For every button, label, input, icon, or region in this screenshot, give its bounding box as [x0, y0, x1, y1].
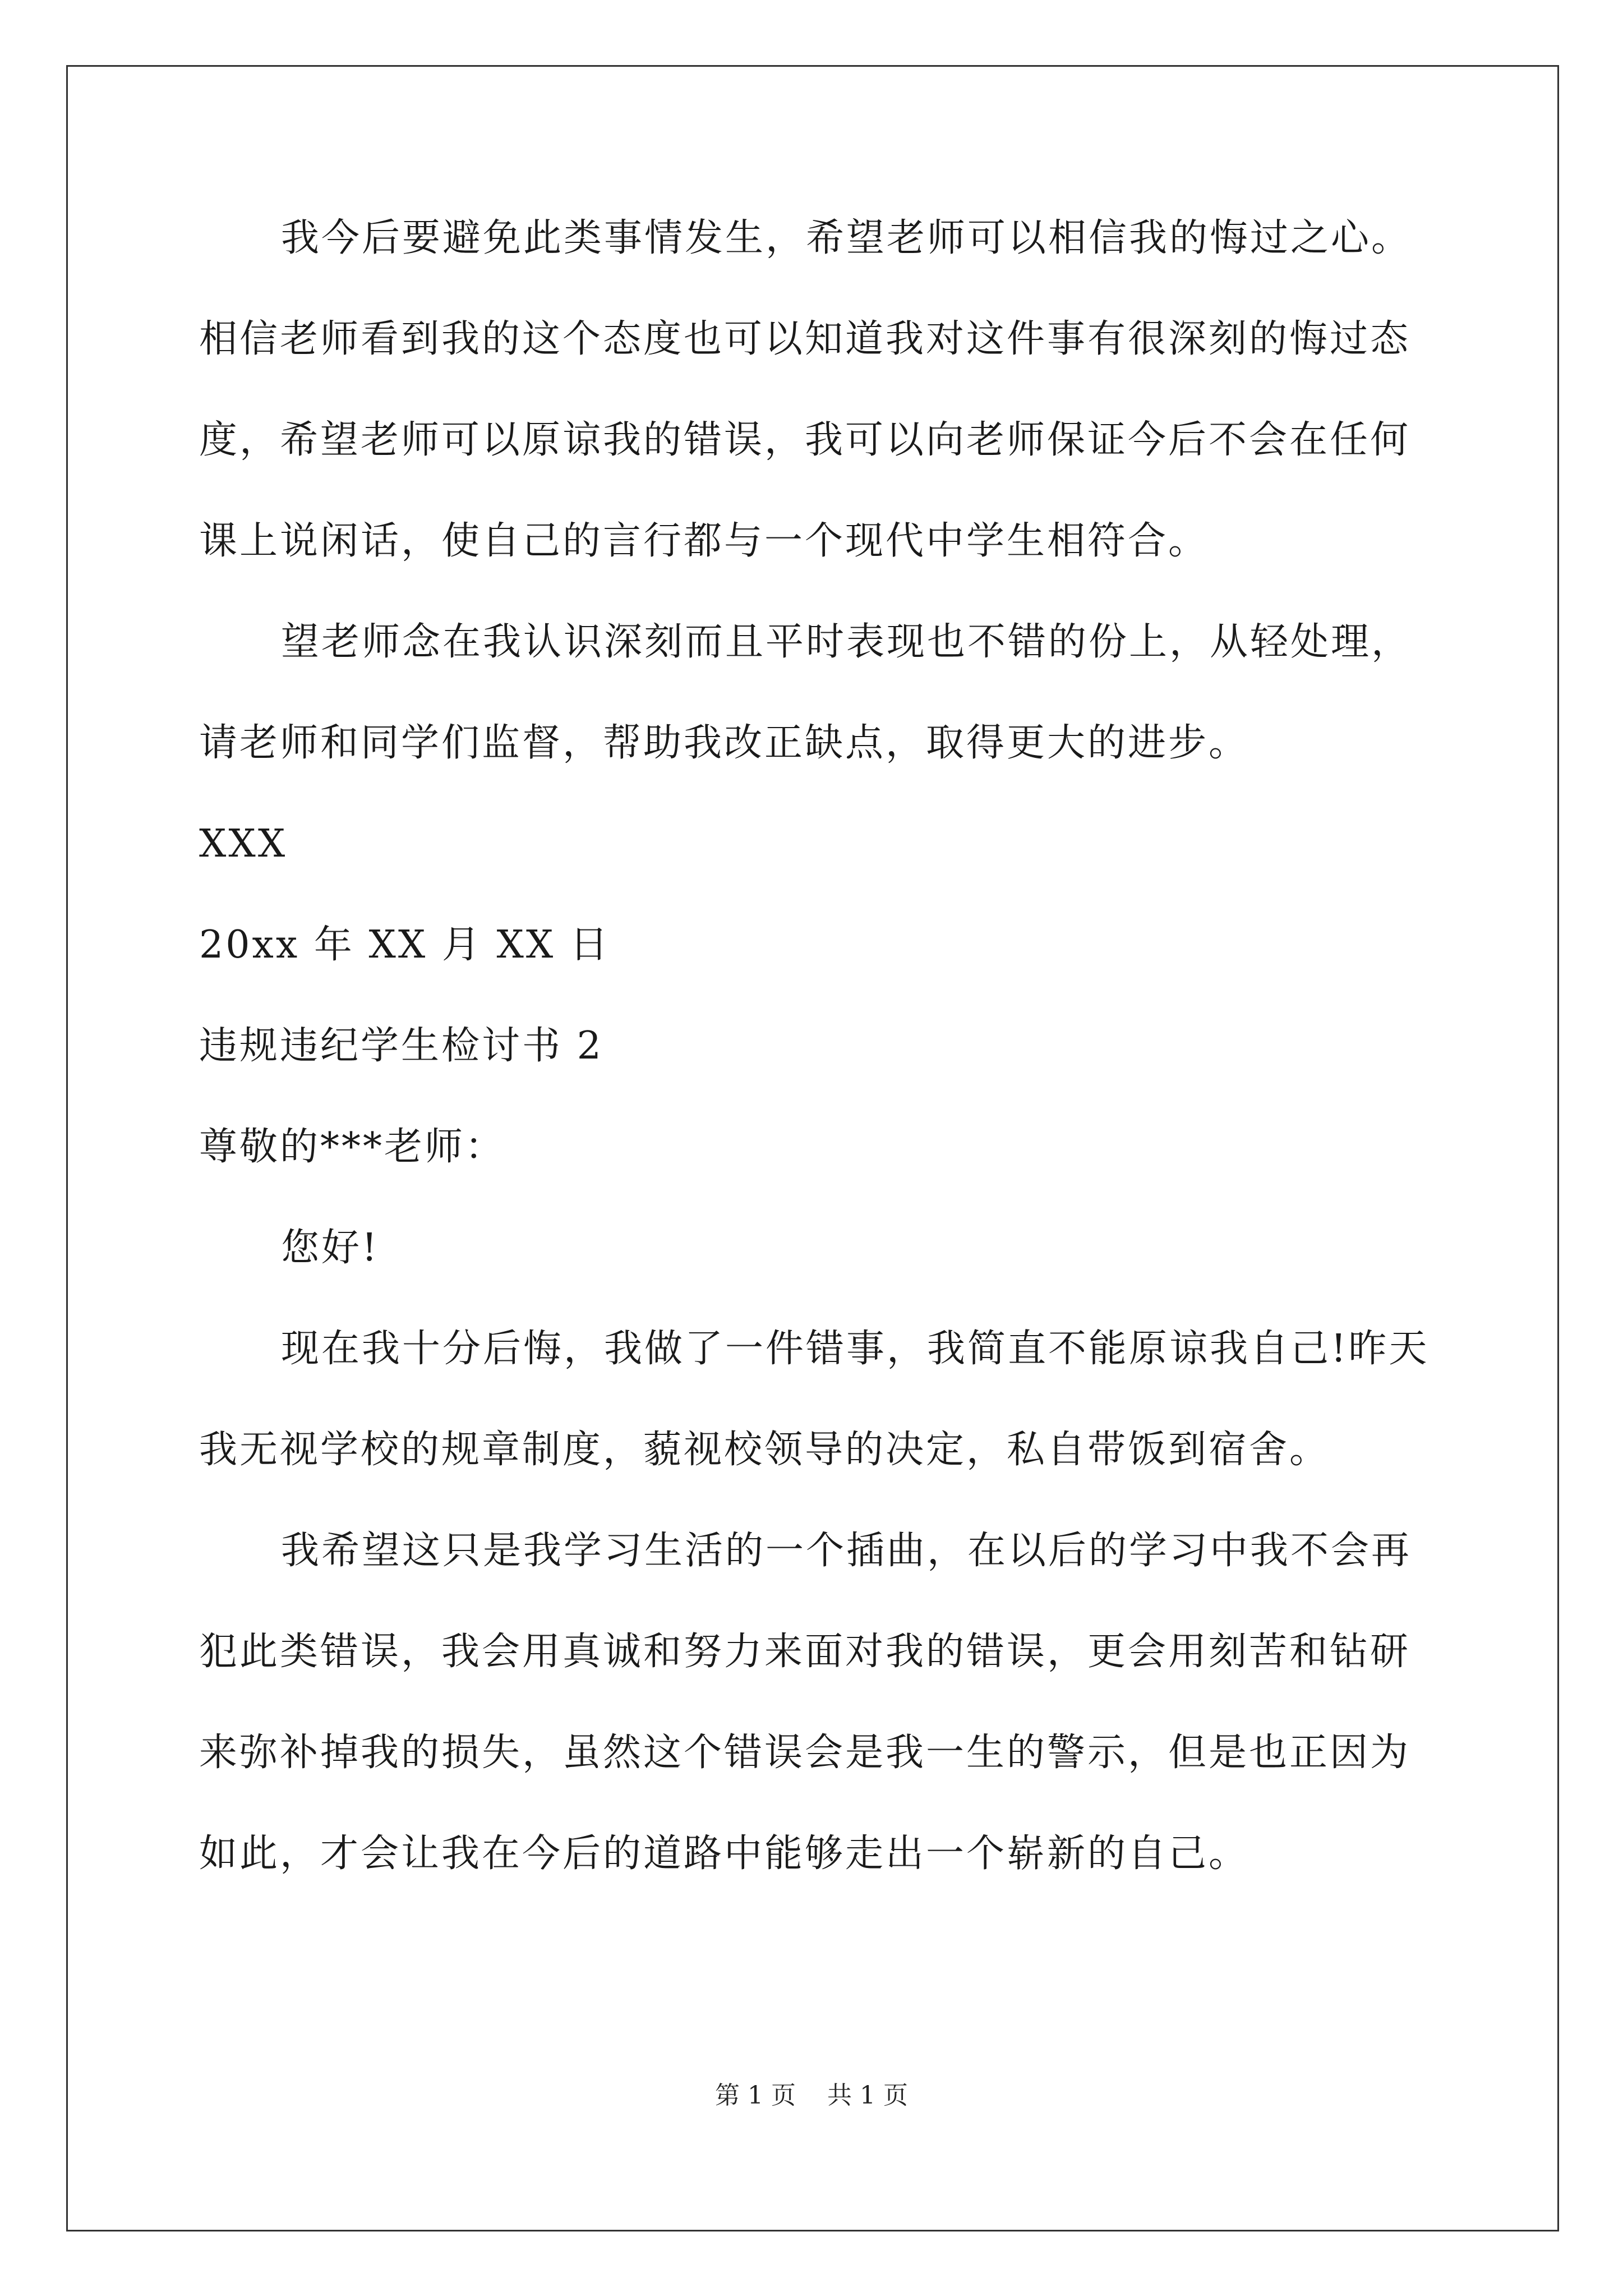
- paragraph-line: 我今后要避免此类事情发生，希望老师可以相信我的悔过之心。: [281, 216, 1412, 260]
- page-footer: [0, 2079, 1623, 2113]
- paragraph-line: 相信老师看到我的这个态度也可以知道我对这件事有很深刻的悔过态: [199, 317, 1411, 361]
- salutation: 尊敬的***老师：: [199, 1125, 506, 1169]
- paragraph-line: 课上说闲话，使自己的言行都与一个现代中学生相符合。: [199, 519, 1209, 563]
- paragraph-line: 来弥补掉我的损失，虽然这个错误会是我一生的警示，但是也正因为: [199, 1731, 1411, 1775]
- paragraph-line: 我希望这只是我学习生活的一个插曲，在以后的学习中我不会再: [281, 1529, 1412, 1573]
- paragraph-line: 度，希望老师可以原谅我的错误，我可以向老师保证今后不会在任何: [199, 418, 1411, 462]
- paragraph-line: 如此，才会让我在今后的道路中能够走出一个崭新的自己。: [199, 1832, 1249, 1876]
- paragraph-line: 我无视学校的规章制度，藐视校领导的决定，私自带饭到宿舍。: [199, 1428, 1330, 1472]
- greeting: 您好!: [281, 1226, 380, 1270]
- signature-name: XXX: [199, 822, 288, 866]
- section-title: 违规违纪学生检讨书 2: [199, 1024, 603, 1068]
- paragraph-line: 望老师念在我认识深刻而且平时表现也不错的份上，从轻处理，: [281, 620, 1412, 664]
- signature-date: 20xx 年 XX 月 XX 日: [199, 923, 610, 967]
- page-number-total: 共 1 页: [827, 2081, 908, 2110]
- paragraph-line: 现在我十分后悔，我做了一件错事，我简直不能原谅我自己!昨天: [281, 1327, 1430, 1371]
- page-number-current: 第 1 页: [715, 2081, 796, 2110]
- document-body: [199, 213, 1433, 1930]
- paragraph-line: 请老师和同学们监督，帮助我改正缺点，取得更大的进步。: [199, 721, 1249, 765]
- paragraph-line: 犯此类错误，我会用真诚和努力来面对我的错误，更会用刻苦和钻研: [199, 1630, 1411, 1674]
